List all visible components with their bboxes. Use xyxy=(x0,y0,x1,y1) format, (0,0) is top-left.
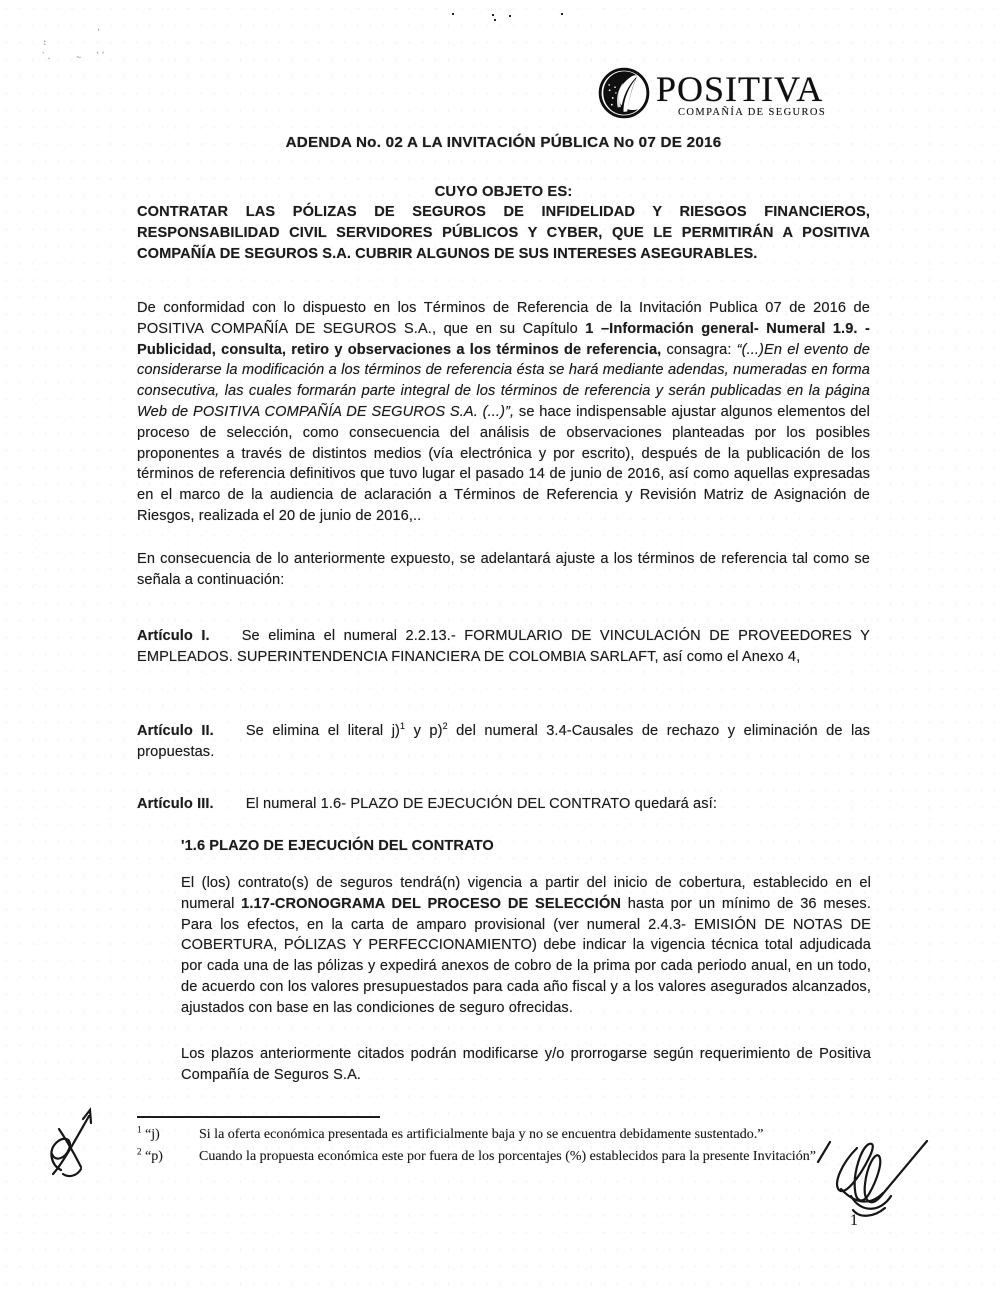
article-2-text: Se elimina el literal j) xyxy=(245,723,401,739)
page-number: 1 xyxy=(850,1212,858,1229)
intro-paragraph xyxy=(137,298,870,527)
intro-segment: se hace indispensable ajustar algunos elementos del proceso de selección, como consecuencia del análisis de observaciones planteadas por los posibles proponentes a través de distintos medios (vía electrónica y por escrito), después de la publicación de los términos de referencia definitivos que tuvo lugar el pasado 14 de junio de 2016, así como aquellas expresadas en el marco de la audiencia de aclaración a Términos de Referencia y Revisión Matriz de Asignación de Riesgos, realizada el 20 de junio de 2016,.. xyxy=(137,403,870,524)
footnote-ref-2: 2 xyxy=(442,721,448,732)
pencil-mark: : xyxy=(42,38,48,48)
section-1-6-segment: El (los) contrato(s) de seguros tendrá(n) vigencia a partir del inicio de cobertura, establecido en el numeral xyxy=(181,875,871,912)
logo-tagline: COMPAÑÍA DE SEGUROS xyxy=(678,107,827,118)
scan-speck xyxy=(492,14,494,16)
section-1-6-segment: hasta por un mínimo de 36 meses. Para los efectos, en la carta de amparo provisional (ver numeral 2.4.3- EMISIÓN DE NOTAS DE COBERTURA, PÓLIZAS Y PERFECCIONAMIENTO) debe indicar la vigencia técnica total adjudicada por cada una de las pólizas y expedirá anexos de cobro de la prima por cada periodo anual, en un todo, de acuerdo con los valores presupuestados para cada año fiscal y a los valores asegurados alcanzados, ajustados con base en las condiciones de seguro ofrecidas. xyxy=(181,895,871,1016)
article-2-text: y p) xyxy=(405,723,443,739)
footnote-1-label xyxy=(137,1124,199,1146)
footnotes xyxy=(137,1124,882,1168)
logo-brand-name: POSITIVA xyxy=(656,69,824,109)
object-paragraph: CONTRATAR LAS PÓLIZAS DE SEGUROS DE INFIDELIDAD Y RIESGOS FINANCIEROS, RESPONSABILIDAD CIVIL SERVIDORES PÚBLICOS Y CYBER, QUE LE PERMITIRÁN A POSITIVA COMPAÑÍA DE SEGUROS S.A. CUBRIR ALGUNOS DE SUS INTERESES ASEGURABLES. xyxy=(137,204,870,262)
footnote-divider xyxy=(137,1116,380,1118)
signature-initials-left xyxy=(46,1106,110,1194)
footnote-2 xyxy=(137,1146,882,1168)
pencil-mark: ~ xyxy=(76,53,82,63)
pencil-mark: '' xyxy=(95,51,106,61)
footnote-1-marker: 1 xyxy=(137,1124,142,1135)
article-1-label: Artículo I. xyxy=(137,628,210,644)
article-3-label: Artículo III. xyxy=(137,796,214,812)
article-3 xyxy=(137,794,870,815)
pencil-mark: `. xyxy=(41,52,52,62)
intro-quote-italic: “(...)En el evento de considerarse la modificación a los términos de referencia ésta se hará mediante adendas, numeradas en forma consecutiva, las cuales formarán parte integral de los términos de referencia y serán publicadas en la página Web de POSITIVA COMPAÑÍA DE SEGUROS S.A. (...)”, xyxy=(137,341,870,420)
signature-right xyxy=(810,1126,998,1224)
document-title: ADENDA No. 02 A LA INVITACIÓN PÚBLICA No 07 DE 2016 xyxy=(285,134,722,151)
section-1-6-paragraph-1 xyxy=(181,873,871,1019)
footnote-2-letter: “p) xyxy=(145,1149,163,1164)
intro-segment: consagra: xyxy=(661,341,737,358)
logo-text xyxy=(656,69,827,118)
footnote-2-marker: 2 xyxy=(137,1146,142,1157)
intro-segment-bold: 1 –Información general- Numeral 1.9. - Publicidad, consulta, retiro y observaciones a los términos de referencia, xyxy=(137,320,870,358)
footnote-2-label xyxy=(137,1146,199,1168)
section-1-6-paragraph-2: Los plazos anteriormente citados podrán modificarse y/o prorrogarse según requerimiento de Positiva Compañía de Seguros S.A. xyxy=(181,1046,871,1083)
footnote-1-text: Si la oferta económica presentada es artificialmente baja y no se encuentra debidamente sustentado.” xyxy=(199,1127,764,1142)
footnote-ref-1: 1 xyxy=(400,721,406,732)
scan-speck xyxy=(452,13,454,15)
article-1 xyxy=(137,626,870,668)
section-1-6-heading: '1.6 PLAZO DE EJECUCIÓN DEL CONTRATO xyxy=(181,838,494,854)
scan-speck xyxy=(494,19,496,21)
object-heading: CUYO OBJETO ES: xyxy=(434,184,573,200)
article-2 xyxy=(137,721,870,763)
scan-speck xyxy=(509,15,511,17)
company-logo xyxy=(597,66,826,120)
footnote-2-text: Cuando la propuesta económica este por fuera de los porcentajes (%) establecidos para la presente Invitación” xyxy=(199,1149,816,1164)
footnote-1 xyxy=(137,1124,882,1146)
footnote-1-letter: “j) xyxy=(145,1127,160,1142)
article-3-text: El numeral 1.6- PLAZO DE EJECUCIÓN DEL CONTRATO quedará así: xyxy=(245,796,717,812)
article-2-label: Artículo II. xyxy=(137,723,214,739)
consequence-paragraph: En consecuencia de lo anteriormente expuesto, se adelantará ajuste a los términos de referencia tal como se señala a continuación: xyxy=(137,551,870,588)
article-1-text: Se elimina el numeral 2.2.13.- FORMULARIO DE VINCULACIÓN DE PROVEEDORES Y EMPLEADOS. SUPERINTENDENCIA FINANCIERA DE COLOMBIA SARLAFT, así como el Anexo 4, xyxy=(137,628,870,665)
pencil-mark: ' xyxy=(96,28,102,38)
article-2-text: del numeral 3.4-Causales de rechazo y eliminación de las propuestas. xyxy=(137,723,870,760)
section-1-6-segment-bold: 1.17-CRONOGRAMA DEL PROCESO DE SELECCIÓN xyxy=(241,895,622,912)
positiva-logo-icon xyxy=(597,66,651,120)
scan-speck xyxy=(561,13,563,15)
intro-segment: De conformidad con lo dispuesto en los Términos de Referencia de la Invitación Publica 07 de 2016 de POSITIVA COMPAÑÍA DE SEGUROS S.A., que en su Capítulo xyxy=(137,300,870,337)
